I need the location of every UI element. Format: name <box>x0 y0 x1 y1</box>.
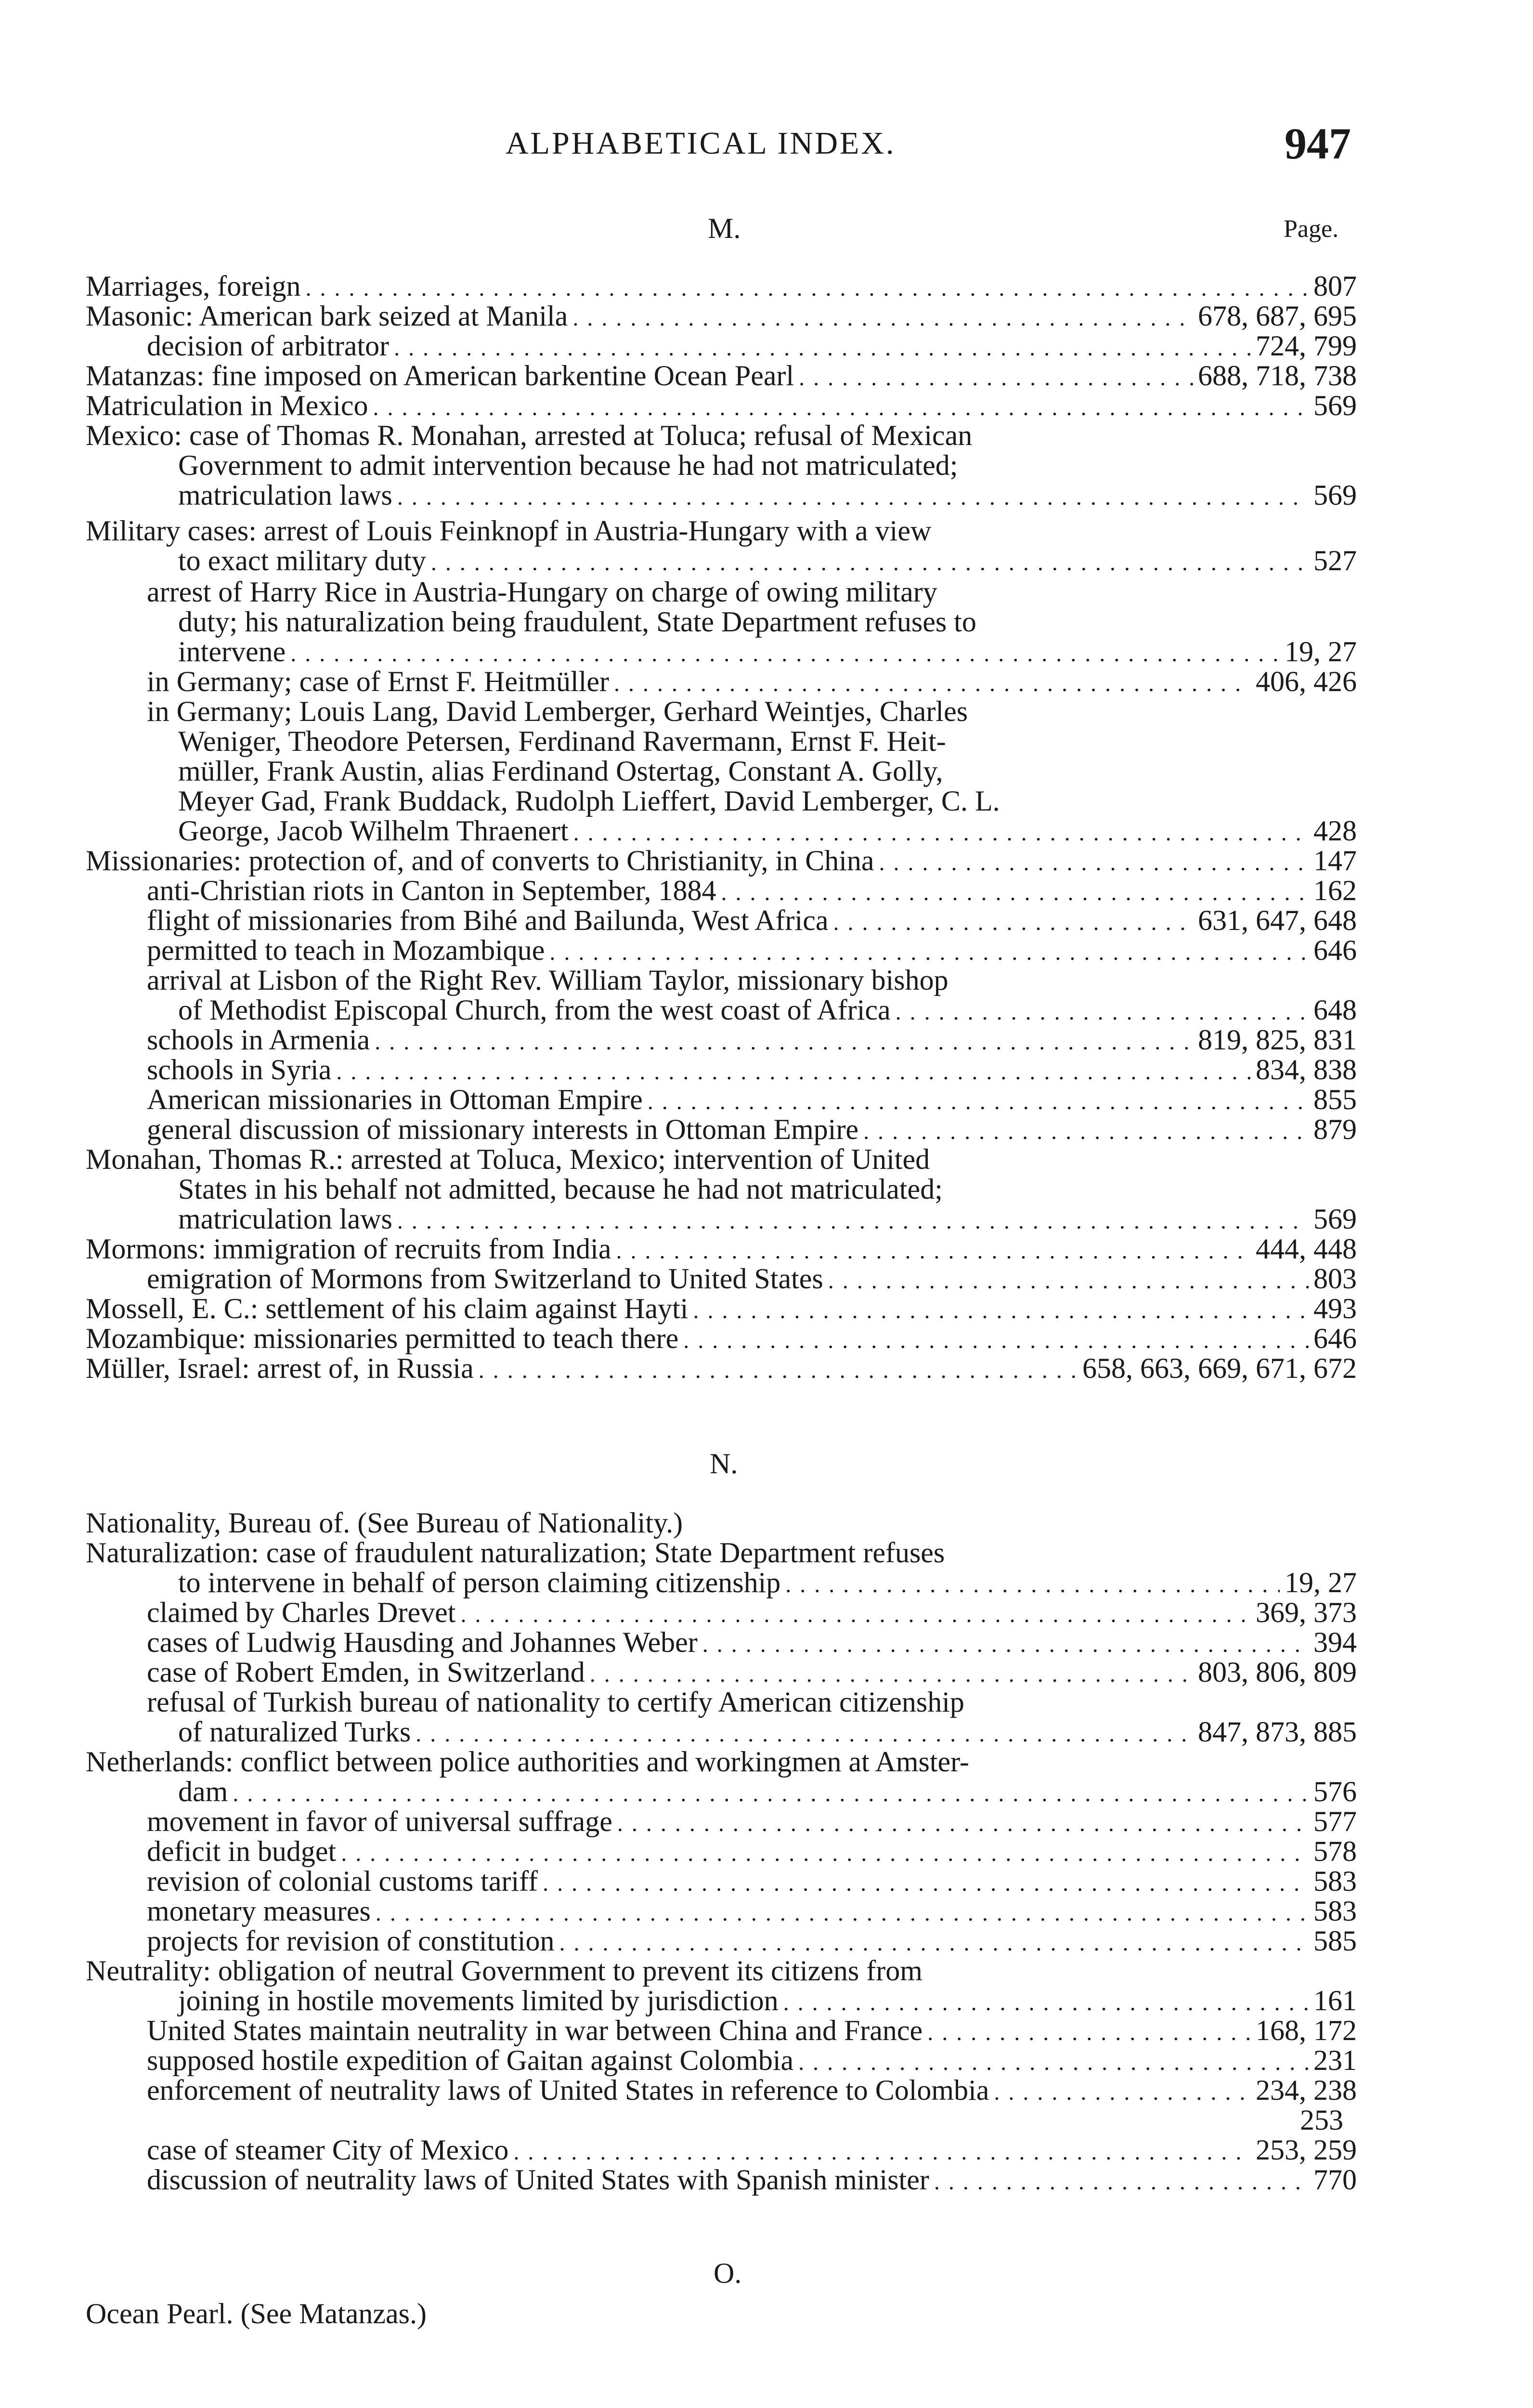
entry-text: Mormons: immigration of recruits from India <box>86 1233 611 1265</box>
entry-text: permitted to teach in Mozambique <box>147 934 545 966</box>
index-entry <box>147 1895 1357 1928</box>
entry-text: Matanzas: fine imposed on American barkentine Ocean Pearl <box>86 360 794 392</box>
entry-pages: 406, 426 <box>1256 666 1357 697</box>
entry-text: Missionaries: protection of, and of converts to Christianity, in China <box>86 845 874 877</box>
leader-dots <box>798 2049 1309 2076</box>
entry-text: flight of missionaries from Bihé and Bailunda, West Africa <box>147 904 829 936</box>
index-entry: Naturalization: case of fraudulent naturalization; State Department refuses <box>86 1537 945 1569</box>
index-entry-continuation <box>178 994 1357 1027</box>
entry-text: United States maintain neutrality in war between China and France <box>147 2015 923 2046</box>
leader-dots <box>375 1029 1193 1055</box>
entry-text: of Methodist Episcopal Church, from the west coast of Africa <box>178 994 891 1026</box>
entry-text: emigration of Mormons from Switzerland to United States <box>147 1263 823 1295</box>
leader-dots <box>479 1357 1078 1384</box>
entry-pages: 19, 27 <box>1285 1567 1357 1598</box>
entry-text: matriculation laws <box>178 479 392 511</box>
leader-dots <box>394 335 1251 361</box>
leader-dots <box>785 1571 1280 1598</box>
index-entry <box>86 300 1357 333</box>
leader-dots <box>416 1721 1193 1747</box>
entry-text: case of Robert Emden, in Switzerland <box>147 1656 585 1688</box>
entry-pages: 234, 238 <box>1256 2074 1357 2106</box>
entry-pages: 585 <box>1313 1925 1357 1957</box>
entry-text: supposed hostile expedition of Gaitan against Colombia <box>147 2044 794 2076</box>
leader-dots <box>290 641 1280 667</box>
index-entry-continuation <box>178 635 1357 668</box>
index-entry <box>147 665 1357 698</box>
entry-text: of naturalized Turks <box>178 1716 411 1748</box>
leader-dots <box>397 484 1309 510</box>
entry-pages: 631, 647, 648 <box>1198 904 1357 936</box>
index-entry <box>147 2044 1357 2077</box>
entry-pages: 161 <box>1313 1985 1357 2016</box>
section-heading-o: O. <box>714 2257 742 2289</box>
leader-dots <box>693 1297 1309 1324</box>
index-entry: Mexico: case of Thomas R. Monahan, arrested at Toluca; refusal of Mexican <box>86 419 973 451</box>
entry-text: Marriages, foreign <box>86 270 301 302</box>
leader-dots <box>721 879 1309 906</box>
index-entry <box>86 270 1357 303</box>
index-entry: refusal of Turkish bureau of nationality to certify American citizenship <box>147 1686 964 1718</box>
leader-dots <box>305 275 1309 301</box>
leader-dots <box>879 850 1309 876</box>
index-entry: Nationality, Bureau of. (See Bureau of Nationality.) <box>86 1507 683 1539</box>
index-entry <box>147 904 1357 937</box>
leader-dots <box>397 1208 1309 1234</box>
index-entry <box>147 1656 1357 1689</box>
entry-text: Mossell, E. C.: settlement of his claim against Hayti <box>86 1293 689 1324</box>
entry-text: projects for revision of constitution <box>147 1925 555 1957</box>
entry-text: enforcement of neutrality laws of United States in reference to Colombia <box>147 2074 989 2106</box>
entry-pages: 678, 687, 695 <box>1198 300 1357 332</box>
entry-pages: 648 <box>1313 994 1357 1026</box>
leader-dots <box>233 1780 1309 1807</box>
index-entry <box>147 874 1357 907</box>
entry-text: to exact military duty <box>178 545 426 576</box>
entry-text: anti-Christian riots in Canton in September, 1884 <box>147 875 716 906</box>
entry-pages: 803 <box>1313 1263 1357 1295</box>
index-entry: Monahan, Thomas R.: arrested at Toluca, Mexico; intervention of United <box>86 1143 930 1175</box>
index-entry: in Germany; Louis Lang, David Lemberger, Gerhard Weintjes, Charles <box>147 695 968 727</box>
leader-dots <box>994 2079 1251 2106</box>
index-entry <box>86 1232 1357 1266</box>
entry-pages-continuation: 253 <box>1300 2104 1343 2136</box>
entry-pages: 658, 663, 669, 671, 672 <box>1082 1352 1357 1384</box>
leader-dots <box>572 305 1193 331</box>
entry-pages: 231 <box>1313 2044 1357 2076</box>
leader-dots <box>934 2169 1309 2195</box>
leader-dots <box>590 1661 1193 1688</box>
leader-dots <box>863 1118 1309 1145</box>
index-entry <box>147 1596 1357 1629</box>
leader-dots <box>927 2019 1251 2046</box>
entry-pages: 646 <box>1313 934 1357 966</box>
index-entry-continuation: Government to admit intervention because he had not matriculated; <box>178 449 958 481</box>
entry-pages: 879 <box>1313 1113 1357 1145</box>
index-entry-continuation: Meyer Gad, Frank Buddack, Rudolph Lieffert, David Lemberger, C. L. <box>178 785 1000 817</box>
section-heading-n: N. <box>710 1448 738 1479</box>
entry-pages: 770 <box>1313 2164 1357 2196</box>
entry-text: schools in Syria <box>147 1054 332 1086</box>
leader-dots <box>896 999 1309 1025</box>
index-entry <box>147 1053 1357 1086</box>
section-heading-m: M. <box>708 212 741 244</box>
entry-pages: 493 <box>1313 1293 1357 1324</box>
entry-pages: 847, 873, 885 <box>1198 1716 1357 1748</box>
entry-text: schools in Armenia <box>147 1024 370 1056</box>
leader-dots <box>336 1059 1251 1085</box>
entry-pages: 19, 27 <box>1285 636 1357 667</box>
leader-dots <box>783 1989 1309 2016</box>
leader-dots <box>376 1900 1309 1926</box>
index-entry-continuation <box>178 1984 1357 2017</box>
index-entry: Ocean Pearl. (See Matanzas.) <box>86 2298 427 2329</box>
index-entry <box>147 2014 1357 2047</box>
entry-pages: 253, 259 <box>1256 2134 1357 2166</box>
index-entry-continuation <box>178 1775 1357 1808</box>
index-entry <box>86 1352 1357 1385</box>
entry-pages: 428 <box>1313 815 1357 847</box>
entry-text: revision of colonial customs tariff <box>147 1865 538 1897</box>
entry-text: Matriculation in Mexico <box>86 390 368 421</box>
entry-pages: 578 <box>1313 1835 1357 1867</box>
index-entry <box>147 1626 1357 1659</box>
index-entry <box>86 1292 1357 1325</box>
entry-text: claimed by Charles Drevet <box>147 1597 456 1628</box>
entry-text: Müller, Israel: arrest of, in Russia <box>86 1352 474 1384</box>
entry-text: joining in hostile movements limited by jurisdiction <box>178 1985 779 2016</box>
page-column-label: Page. <box>1284 215 1339 243</box>
index-entry-continuation <box>178 1203 1357 1236</box>
leader-dots <box>573 820 1309 846</box>
index-entry <box>147 1924 1357 1958</box>
leader-dots <box>543 1870 1309 1897</box>
index-entry-continuation: müller, Frank Austin, alias Ferdinand Ostertag, Constant A. Golly, <box>178 755 943 787</box>
index-entry: arrival at Lisbon of the Right Rev. William Taylor, missionary bishop <box>147 964 948 996</box>
index-entry <box>147 1865 1357 1898</box>
index-entry <box>147 934 1357 967</box>
leader-dots <box>616 1238 1251 1264</box>
running-head-title: ALPHABETICAL INDEX. <box>506 126 896 161</box>
index-entry-continuation <box>178 544 1357 577</box>
index-entry <box>147 1023 1357 1057</box>
page-number: 947 <box>1285 119 1351 168</box>
entry-pages: 394 <box>1313 1626 1357 1658</box>
index-entry-continuation: duty; his naturalization being fraudulent, State Department refuses to <box>178 606 976 638</box>
entry-text: discussion of neutrality laws of United States with Spanish minister <box>147 2164 929 2196</box>
entry-text: in Germany; case of Ernst F. Heitmüller <box>147 666 609 697</box>
entry-pages: 569 <box>1313 479 1357 511</box>
index-entry: Netherlands: conflict between police authorities and workingmen at Amster- <box>86 1746 969 1778</box>
entry-pages: 162 <box>1313 875 1357 906</box>
entry-text: American missionaries in Ottoman Empire <box>147 1084 643 1115</box>
entry-text: case of steamer City of Mexico <box>147 2134 509 2166</box>
entry-pages: 369, 373 <box>1256 1597 1357 1628</box>
entry-pages: 577 <box>1313 1806 1357 1837</box>
entry-pages: 569 <box>1313 1203 1357 1235</box>
leader-dots <box>431 550 1309 576</box>
entry-pages: 688, 718, 738 <box>1198 360 1357 392</box>
index-entry-continuation <box>178 479 1357 512</box>
index-entry <box>147 1805 1357 1838</box>
leader-dots <box>833 909 1193 936</box>
index-entry: arrest of Harry Rice in Austria-Hungary on charge of owing military <box>147 576 937 608</box>
leader-dots <box>341 1840 1309 1867</box>
index-entry-continuation <box>178 1566 1357 1599</box>
index-entry: Military cases: arrest of Louis Feinknopf in Austria-Hungary with a view <box>86 515 932 547</box>
index-entry <box>147 1083 1357 1116</box>
entry-text: movement in favor of universal suffrage <box>147 1806 612 1837</box>
leader-dots <box>683 1327 1309 1354</box>
index-entry <box>147 2163 1357 2197</box>
index-entry <box>86 844 1357 877</box>
leader-dots <box>559 1930 1309 1956</box>
entry-text: cases of Ludwig Hausding and Johannes Weber <box>147 1626 698 1658</box>
leader-dots <box>799 365 1193 391</box>
entry-text: to intervene in behalf of person claiming citizenship <box>178 1567 781 1598</box>
index-entry <box>147 2074 1357 2107</box>
index-entry-continuation: Weniger, Theodore Petersen, Ferdinand Ravermann, Ernst F. Heit- <box>178 725 946 757</box>
entry-text: monetary measures <box>147 1895 371 1927</box>
entry-pages: 444, 448 <box>1256 1233 1357 1265</box>
index-entry <box>147 2133 1357 2167</box>
entry-text: decision of arbitrator <box>147 330 390 362</box>
entry-pages: 583 <box>1313 1865 1357 1897</box>
index-entry <box>86 359 1357 393</box>
entry-pages: 724, 799 <box>1256 330 1357 362</box>
entry-pages: 646 <box>1313 1322 1357 1354</box>
index-entry-continuation <box>178 814 1357 848</box>
entry-text: Mozambique: missionaries permitted to teach there <box>86 1322 679 1354</box>
entry-pages: 527 <box>1313 545 1357 576</box>
leader-dots <box>614 670 1251 697</box>
entry-text: general discussion of missionary interests in Ottoman Empire <box>147 1113 859 1145</box>
index-entry <box>86 1322 1357 1355</box>
index-entry <box>147 1835 1357 1868</box>
entry-pages: 807 <box>1313 270 1357 302</box>
index-entry-continuation <box>178 1715 1357 1749</box>
entry-text: dam <box>178 1776 228 1807</box>
index-entry <box>147 1262 1357 1296</box>
entry-pages: 147 <box>1313 845 1357 877</box>
entry-pages: 834, 838 <box>1256 1054 1357 1086</box>
index-entry-continuation: States in his behalf not admitted, because he had not matriculated; <box>178 1173 943 1205</box>
leader-dots <box>702 1631 1309 1658</box>
index-entry: Neutrality: obligation of neutral Government to prevent its citizens from <box>86 1955 922 1987</box>
entry-text: Masonic: American bark seized at Manila <box>86 300 568 332</box>
leader-dots <box>373 394 1309 421</box>
leader-dots <box>648 1088 1309 1115</box>
leader-dots <box>513 2139 1251 2165</box>
leader-dots <box>549 939 1309 966</box>
entry-pages: 803, 806, 809 <box>1198 1656 1357 1688</box>
entry-pages: 576 <box>1313 1776 1357 1807</box>
entry-text: George, Jacob Wilhelm Thraenert <box>178 815 569 847</box>
entry-text: intervene <box>178 636 286 667</box>
index-entry <box>86 389 1357 422</box>
entry-pages: 819, 825, 831 <box>1198 1024 1357 1056</box>
entry-pages: 855 <box>1313 1084 1357 1115</box>
entry-text: deficit in budget <box>147 1835 337 1867</box>
entry-text: matriculation laws <box>178 1203 392 1235</box>
index-entry <box>147 1113 1357 1146</box>
entry-pages: 569 <box>1313 390 1357 421</box>
index-entry <box>147 329 1357 363</box>
leader-dots <box>460 1601 1251 1628</box>
leader-dots <box>617 1810 1309 1837</box>
leader-dots <box>828 1268 1309 1294</box>
entry-pages: 168, 172 <box>1256 2015 1357 2046</box>
entry-pages: 583 <box>1313 1895 1357 1927</box>
